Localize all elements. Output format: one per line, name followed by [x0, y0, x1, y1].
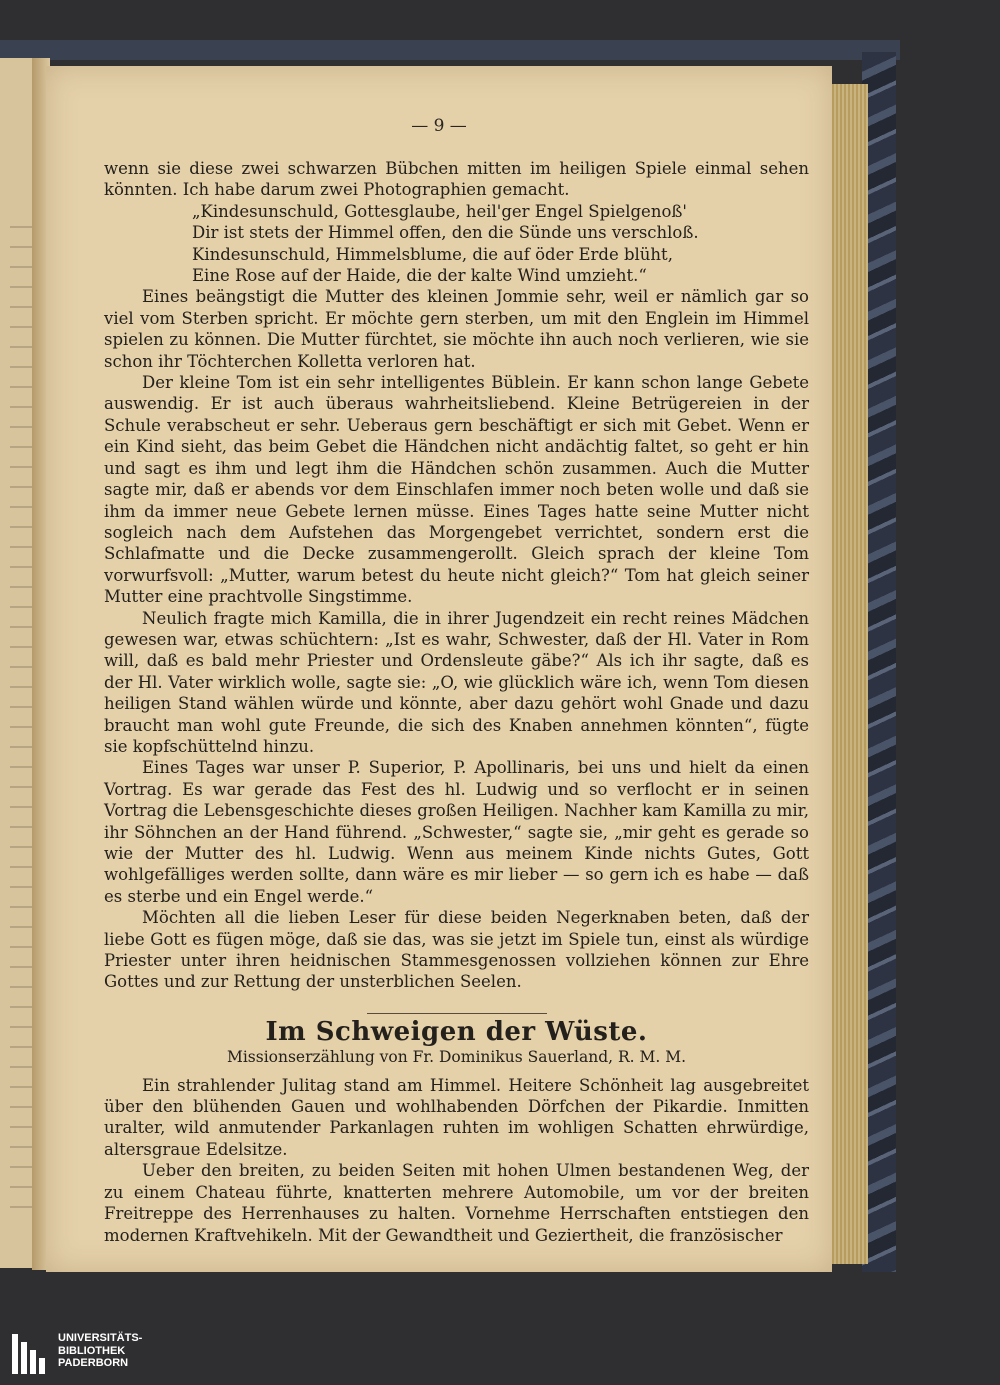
paragraph: Ueber den breiten, zu beiden Seiten mit hohen Ulmen bestandenen Weg, der zu einem Chateau führte, knatterten mehrere Automobile, um vor der breiten Freitreppe des Herrenhauses zu halten. Vornehme Herrschaften entstiegen den modernen Kraftvehikeln. Mit der Gewandtheit und Geziertheit, die französischer — [104, 1161, 809, 1245]
page-text — [104, 158, 809, 1246]
poem-line: „Kindesunschuld, Gottesglaube, heil'ger Engel Spielgenoß' — [192, 201, 687, 221]
book-cover-top — [0, 40, 900, 60]
poem — [104, 201, 809, 287]
library-name-line: UNIVERSITÄTS- — [58, 1332, 143, 1344]
book-page — [46, 66, 832, 1272]
library-name — [58, 1332, 142, 1370]
poem-line: Dir ist stets der Himmel offen, den die Sünde uns verschloß. — [192, 223, 699, 243]
paragraph: Eines Tages war unser P. Superior, P. Apollinaris, bei uns und hielt da einen Vortrag. Es war gerade das Fest des hl. Ludwig und so verflocht er in seinen Vortrag die Lebensgeschichte dieses großen Heiligen. Nachher kam Kamilla zu mir, ihr Söhnchen an der Hand führend. „Schwester,“ sagte sie, „mir geht es gerade so wie der Mutter des hl. Ludwig. Wenn aus meinem Kinde nichts Gutes, Gott wohlgefälliges werden sollte, dann wäre es mir lieber — so gern ich es habe — daß es sterbe und ein Engel werde.“ — [104, 758, 809, 906]
paragraph: wenn sie diese zwei schwarzen Bübchen mitten im heiligen Spiele einmal sehen könnten. Ich habe darum zwei Photographien gemacht. — [104, 159, 809, 200]
library-logo-icon — [12, 1334, 50, 1374]
section-title: Im Schweigen der Wüste. — [265, 1016, 648, 1047]
library-name-line: PADERBORN — [58, 1357, 129, 1369]
library-name-line: BIBLIOTHEK — [58, 1344, 126, 1357]
page-number: — 9 — — [411, 116, 467, 136]
paragraph: Möchten all die lieben Leser für diese beiden Negerknaben beten, daß der liebe Gott es fügen möge, daß sie das, was sie jetzt im Spiele tun, einst als würdige Priester unter ihren heidnischen Stammesgenossen vollziehen können zur Ehre Gottes und zur Rettung der unsterblichen Seelen. — [104, 908, 809, 992]
section-divider — [367, 1013, 547, 1014]
section-subtitle: Missionserzählung von Fr. Dominikus Sauerland, R. M. M. — [226, 1048, 687, 1067]
paragraph: Ein strahlender Julitag stand am Himmel. Heitere Schönheit lag ausgebreitet über den blühenden Gauen und wohlhabenden Dörfchen der Pikardie. Inmitten uralter, wild anmutender Parkanlagen ruhten im wohligen Schatten ehrwürdige, altersgraue Edelsitze. — [104, 1075, 809, 1159]
paragraph: Der kleine Tom ist ein sehr intelligentes Büblein. Er kann schon lange Gebete auswendig. Er ist auch überaus wahrheitsliebend. Kleine Betrügereien in der Schule verabscheut er sehr. Ueberaus gern beschäftigt er sich mit Gebet. Wenn er ein Kind sieht, das beim Gebet die Händchen nicht andächtig faltet, so geht er hin und sagt es ihm und legt ihm die Händchen schön zusammen. Auch die Mutter sagte mir, daß er abends vor dem Einschlafen immer noch beten wolle und daß sie ihm da immer neue Gebete lernen müsse. Eines Tages hatte seine Mutter nicht sogleich nach dem Aufstehen das Morgengebet verrichtet, sondern erst die Schlafmatte und die Decke zusammengerollt. Gleich sprach der kleine Tom vorwurfsvoll: „Mutter, warum betest du heute nicht gleich?“ Tom hat gleich seiner Mutter eine prachtvolle Singstimme. — [104, 373, 809, 607]
poem-line: Kindesunschuld, Himmelsblume, die auf öder Erde blüht, — [192, 244, 673, 264]
page-edges — [826, 84, 868, 1264]
paragraph: Eines beängstigt die Mutter des kleinen Jommie sehr, weil er nämlich gar so viel vom Sterben spricht. Er möchte gern sterben, um mit den Englein im Himmel spielen zu können. Die Mutter fürchtet, sie möchte ihn auch noch verlieren, wie sie schon ihr Töchterchen Kolletta verloren hat. — [104, 287, 809, 371]
paragraph: Neulich fragte mich Kamilla, die in ihrer Jugendzeit ein recht reines Mädchen gewesen war, etwas schüchtern: „Ist es wahr, Schwester, daß der Hl. Vater in Rom will, daß es bald mehr Priester und Ordensleute gäbe?“ Als ich ihr sagte, daß es der Hl. Vater wirklich wolle, sagte sie: „O, wie glücklich wäre ich, wenn Tom diesen heiligen Stand wählen würde und könnte, aber dazu gehört wohl Gnade und dazu braucht man wohl gute Freunde, die sich des Knaben annehmen könnten“, fügte sie kopfschüttelnd hinzu. — [104, 608, 809, 756]
poem-line: Eine Rose auf der Haide, die der kalte Wind umzieht.“ — [192, 266, 647, 286]
